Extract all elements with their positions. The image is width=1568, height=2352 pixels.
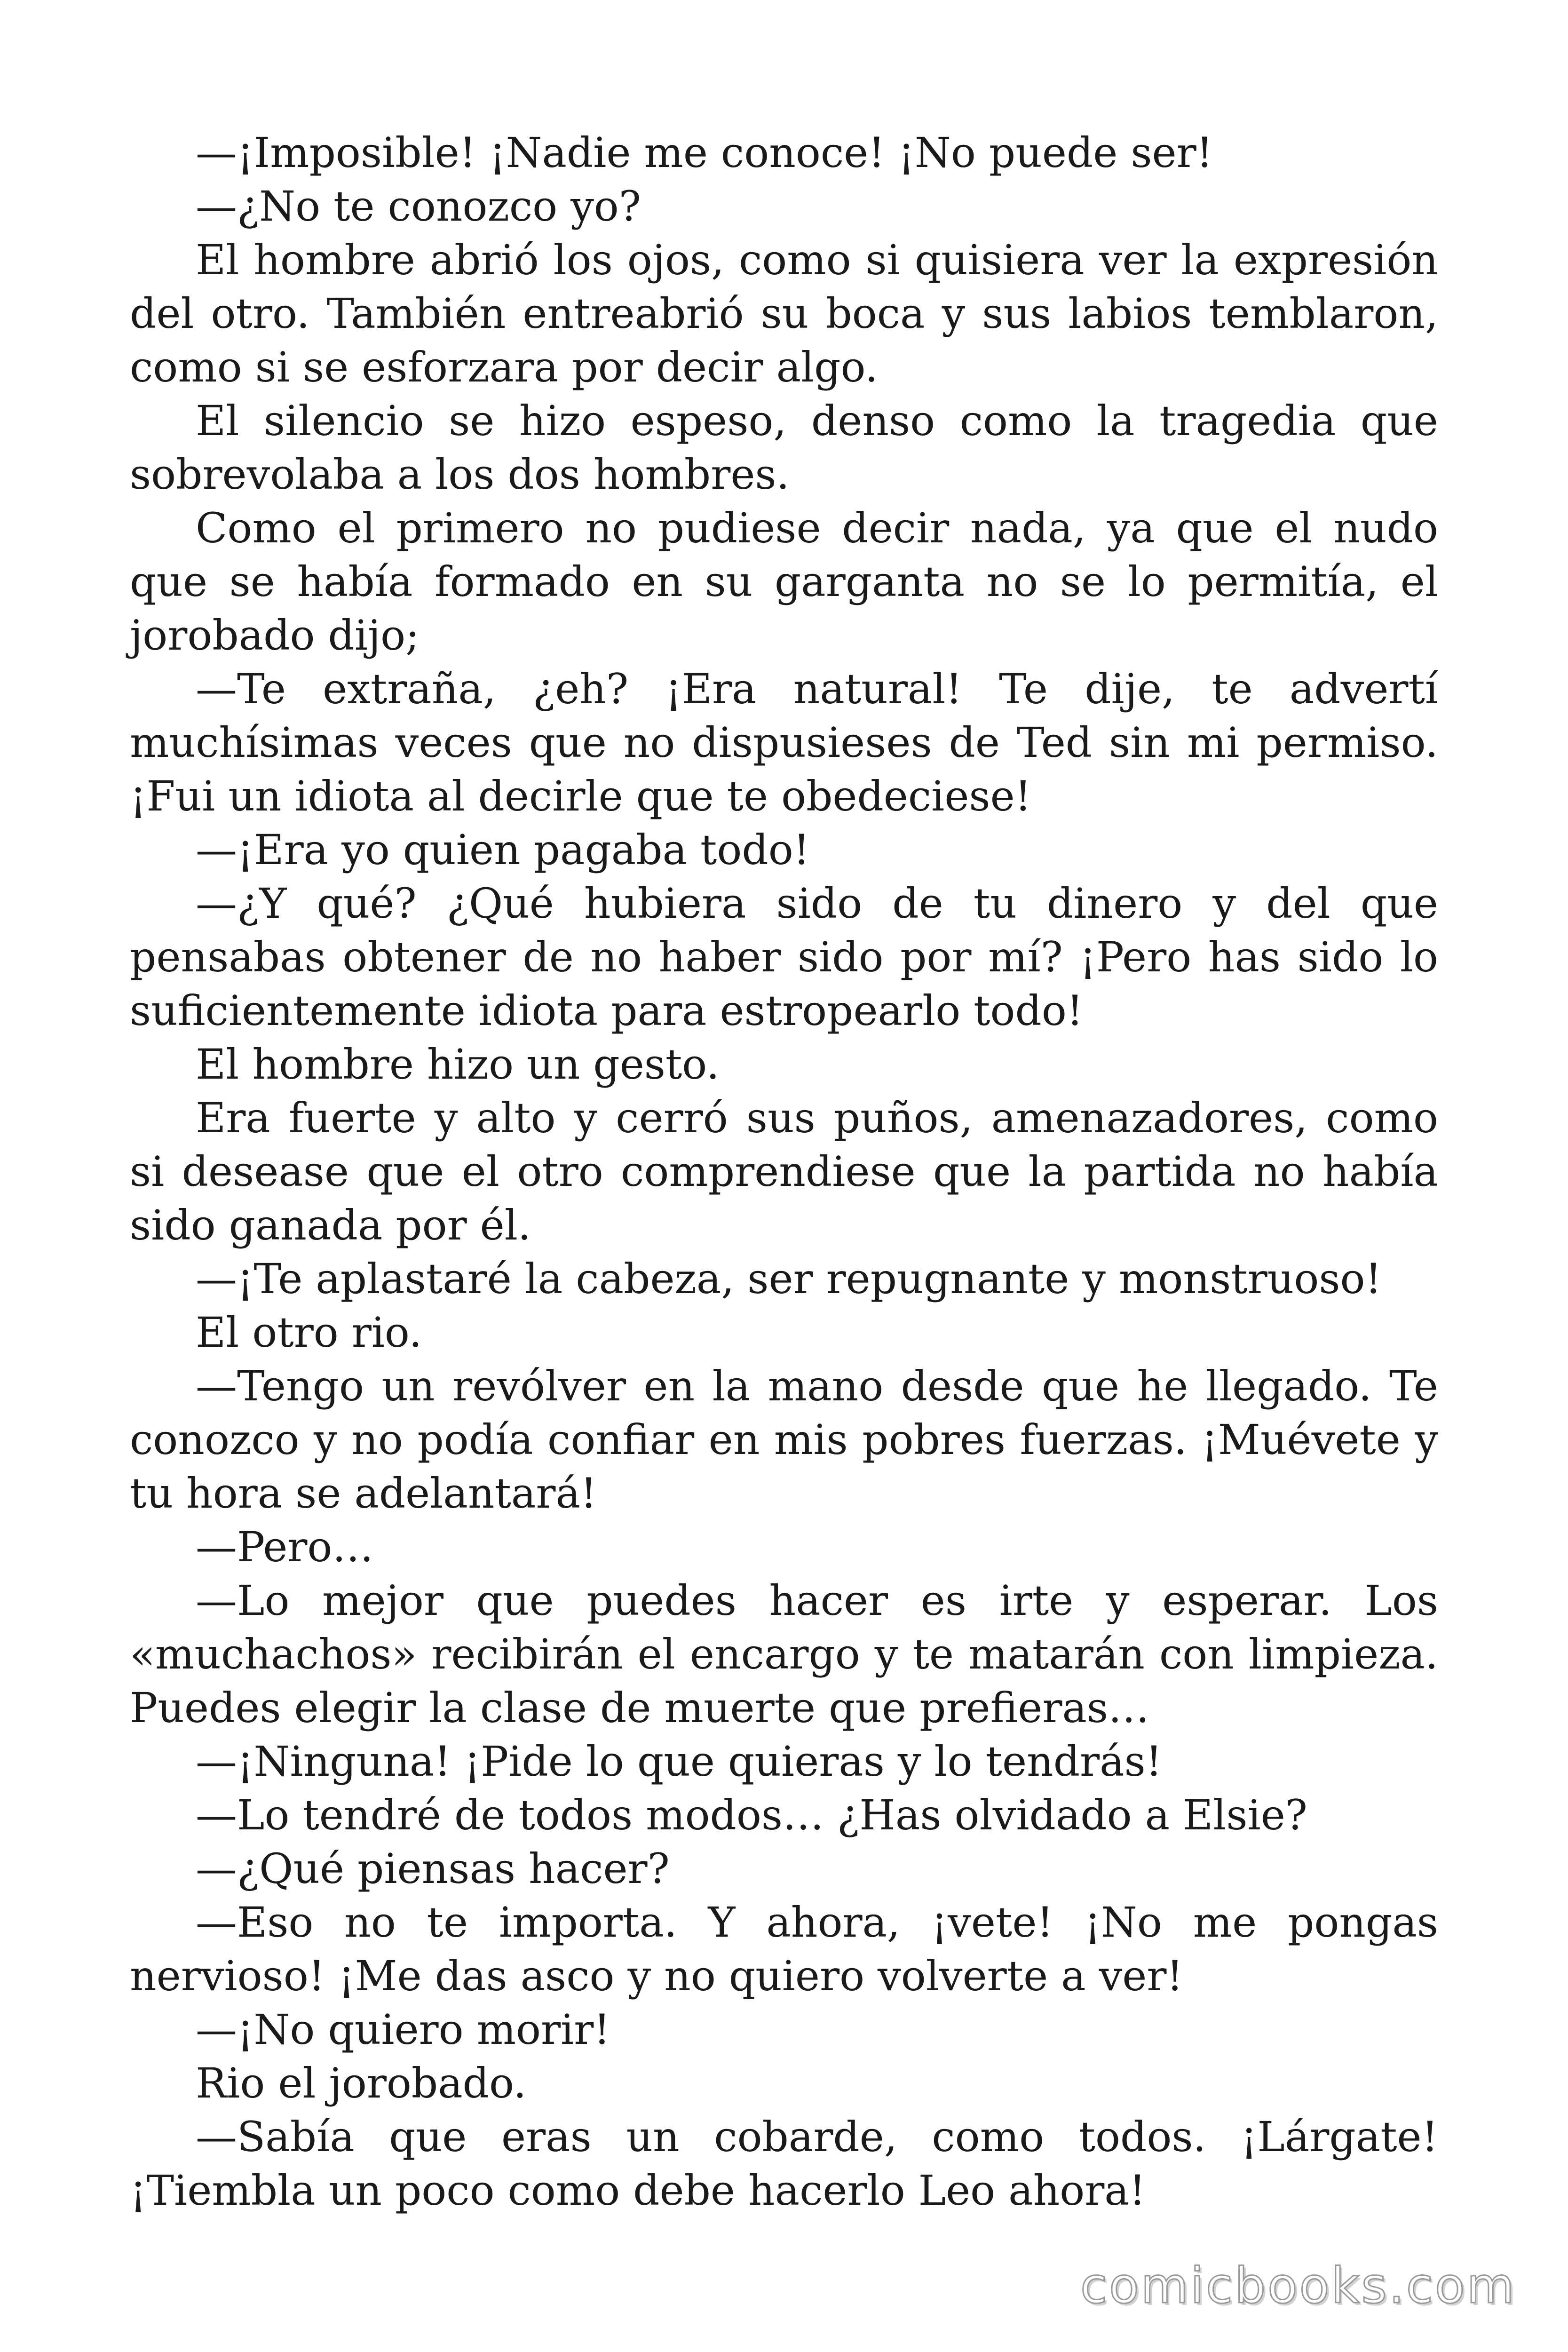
paragraph: —Pero…: [196, 1523, 374, 1571]
paragraph: —Tengo un revólver en la mano desde que he llegado. Te conozco y no podía confiar en mis pobres fuerzas. ¡Muévete y tu hora se adelantará!: [130, 1362, 1438, 1518]
paragraph: —¿Qué piensas hacer?: [196, 1844, 670, 1893]
paragraph: —¡Te aplastaré la cabeza, ser repugnante y monstruoso!: [196, 1255, 1382, 1303]
paragraph: —¿No te conozco yo?: [196, 182, 641, 230]
paragraph: Como el primero no pudiese decir nada, ya que el nudo que se había formado en su garganta no se lo permitía, el jorobado dijo;: [130, 504, 1438, 660]
paragraph: El hombre hizo un gesto.: [196, 1040, 720, 1089]
paragraph: —¡No quiero morir!: [196, 2005, 610, 2054]
paragraph: —Eso no te importa. Y ahora, ¡vete! ¡No me pongas nervioso! ¡Me das asco y no quiero volverte a ver!: [130, 1898, 1438, 2000]
paragraph: Era fuerte y alto y cerró sus puños, amenazadores, como si desease que el otro comprendiese que la partida no había sido ganada por él.: [130, 1094, 1438, 1249]
paragraph: —¡Ninguna! ¡Pide lo que quieras y lo tendrás!: [196, 1737, 1163, 1786]
paragraph: —¡Imposible! ¡Nadie me conoce! ¡No puede ser!: [196, 128, 1213, 177]
watermark: comicbooks.com: [1080, 2257, 1516, 2314]
paragraph: El hombre abrió los ojos, como si quisiera ver la expresión del otro. También entreabrió su boca y sus labios temblaron, como si se esforzara por decir algo.: [130, 236, 1438, 391]
paragraph: Rio el jorobado.: [196, 2059, 527, 2107]
paragraph: —Sabía que eras un cobarde, como todos. ¡Lárgate! ¡Tiembla un poco como debe hacerlo Leo ahora!: [130, 2113, 1438, 2215]
paragraph: —¡Era yo quien pagaba todo!: [196, 826, 810, 874]
paragraph: El silencio se hizo espeso, denso como la tragedia que sobrevolaba a los dos hombres.: [130, 397, 1438, 499]
paragraph: El otro rio.: [196, 1308, 422, 1357]
paragraph: —¿Y qué? ¿Qué hubiera sido de tu dinero y del que pensabas obtener de no haber sido por mí? ¡Pero has sido lo suficientemente idiota para estropearlo todo!: [130, 879, 1438, 1035]
paragraph: —Lo tendré de todos modos… ¿Has olvidado a Elsie?: [196, 1791, 1307, 1839]
paragraph: —Te extraña, ¿eh? ¡Era natural! Te dije, te advertí muchísimas veces que no dispusieses de Ted sin mi permiso. ¡Fui un idiota al decirle que te obedeciese!: [130, 665, 1438, 820]
page-text: [130, 126, 1438, 2217]
paragraph: —Lo mejor que puedes hacer es irte y esperar. Los «muchachos» recibirán el encargo y te matarán con limpieza. Puedes elegir la clase de muerte que prefieras…: [130, 1576, 1438, 1732]
